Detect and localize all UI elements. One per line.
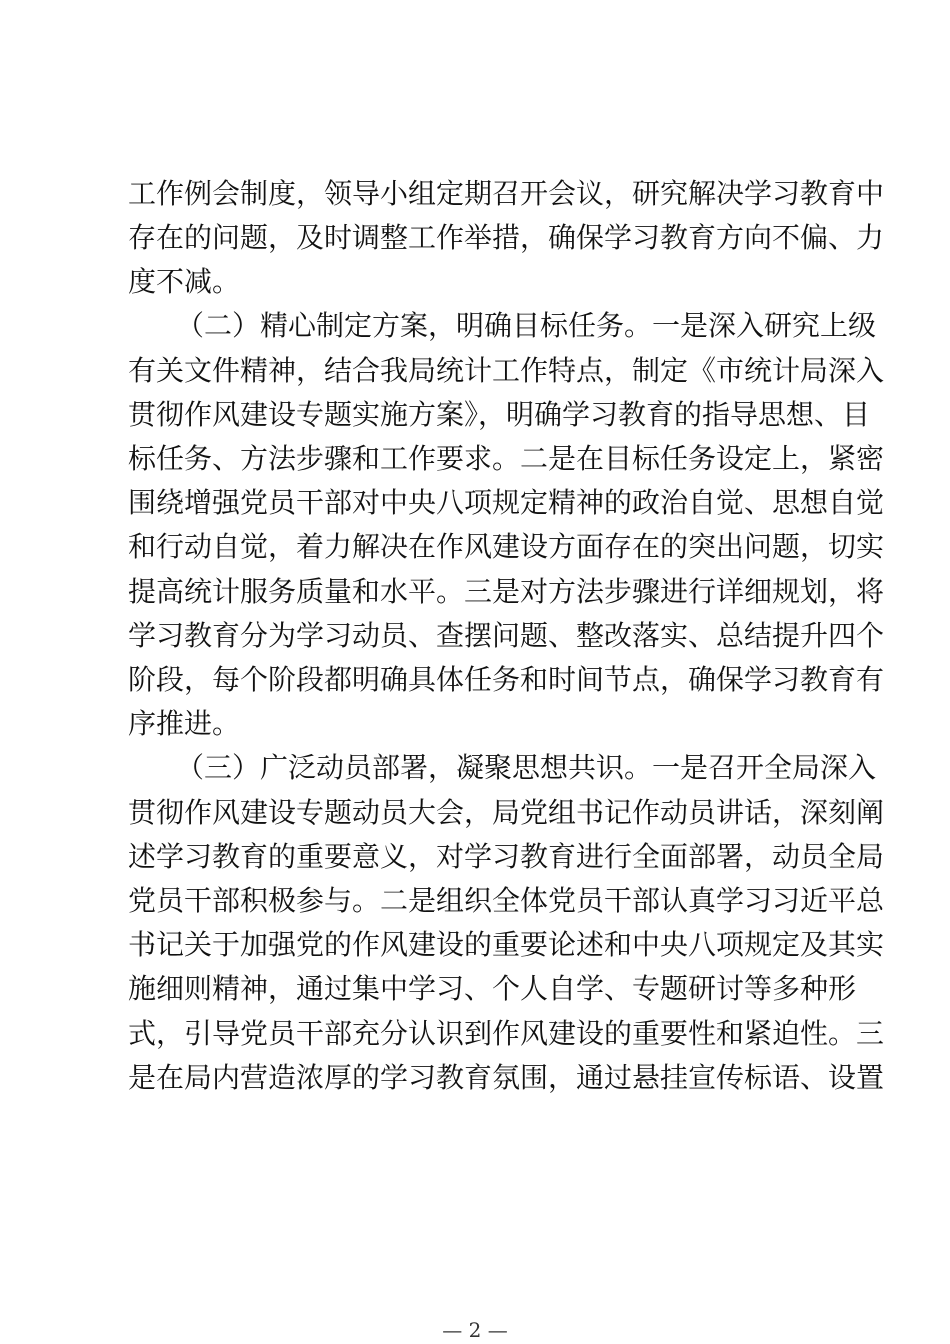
text-line: 提高统计服务质量和水平。三是对方法步骤进行详细规划，将 xyxy=(128,575,885,608)
paragraph-heading-line: （三）广泛动员部署，凝聚思想共识。一是召开全局深入 xyxy=(176,751,877,784)
page-number: — 2 — xyxy=(442,1318,508,1342)
text-line: 度不减。 xyxy=(128,265,241,298)
text-line: 施细则精神，通过集中学习、个人自学、专题研讨等多种形 xyxy=(128,972,857,1005)
text-line: 存在的问题，及时调整工作举措，确保学习教育方向不偏、力 xyxy=(128,221,885,254)
text-line: 标任务、方法步骤和工作要求。二是在目标任务设定上，紧密 xyxy=(128,442,885,475)
paragraph-heading-line: （二）精心制定方案，明确目标任务。一是深入研究上级 xyxy=(176,309,877,342)
text-line: 围绕增强党员干部对中央八项规定精神的政治自觉、思想自觉 xyxy=(128,486,885,519)
text-line: 工作例会制度，领导小组定期召开会议，研究解决学习教育中 xyxy=(128,177,885,210)
text-line: 和行动自觉，着力解决在作风建设方面存在的突出问题，切实 xyxy=(128,530,885,563)
text-line: 贯彻作风建设专题实施方案》，明确学习教育的指导思想、目 xyxy=(128,398,871,431)
text-line: 阶段，每个阶段都明确具体任务和时间节点，确保学习教育有 xyxy=(128,663,885,696)
text-line: 是在局内营造浓厚的学习教育氛围，通过悬挂宣传标语、设置 xyxy=(128,1061,885,1094)
text-line: 书记关于加强党的作风建设的重要论述和中央八项规定及其实 xyxy=(128,928,885,961)
text-line: 述学习教育的重要意义，对学习教育进行全面部署，动员全局 xyxy=(128,840,885,873)
text-line: 有关文件精神，结合我局统计工作特点，制定《市统计局深入 xyxy=(128,354,885,387)
text-line: 贯彻作风建设专题动员大会，局党组书记作动员讲话，深刻阐 xyxy=(128,796,885,829)
text-line: 学习教育分为学习动员、查摆问题、整改落实、总结提升四个 xyxy=(128,619,885,652)
text-line: 式，引导党员干部充分认识到作风建设的重要性和紧迫性。三 xyxy=(128,1017,885,1050)
text-line: 党员干部积极参与。二是组织全体党员干部认真学习习近平总 xyxy=(128,884,885,917)
text-line: 序推进。 xyxy=(128,707,241,740)
